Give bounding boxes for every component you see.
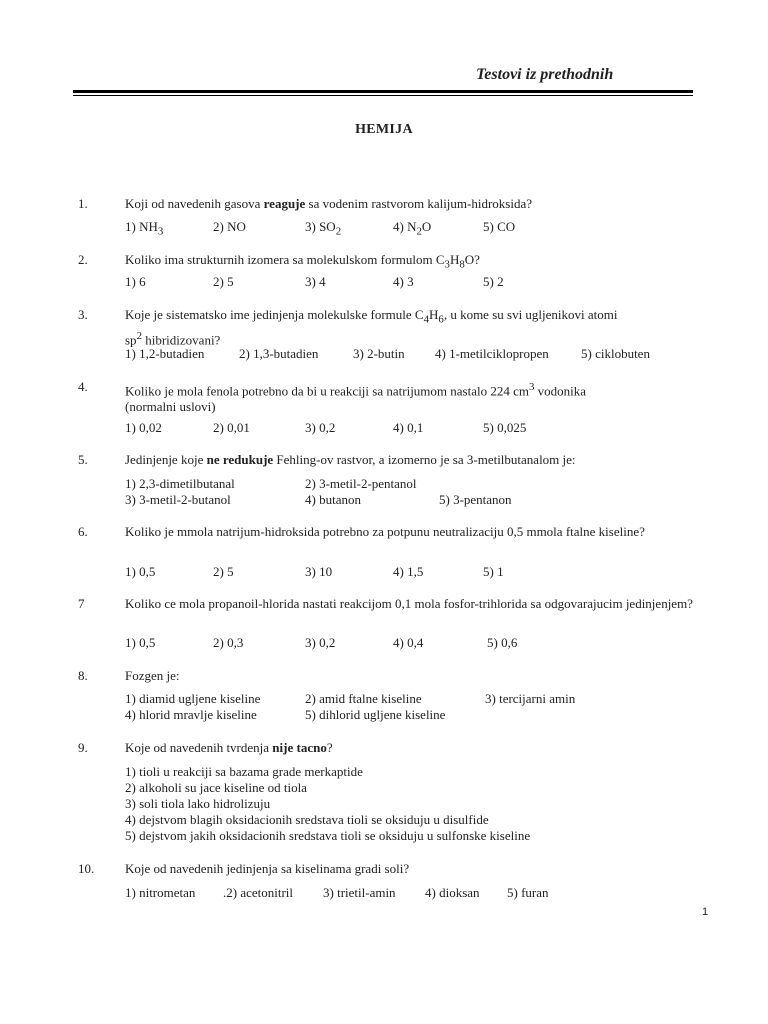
answer-option: 1) diamid ugljene kiseline [125,691,261,706]
answer-option: 4) dejstvom blagih oksidacionih sredstava tioli se oksiduju u disulfide [125,812,489,827]
question-number: 2. [78,252,88,267]
question-number: 9. [78,740,88,755]
answer-option: 3) 0,2 [305,635,336,650]
answer-option: 2) alkoholi su jace kiseline od tiola [125,780,307,795]
answer-option: 2) amid ftalne kiseline [305,691,422,706]
question-number: 7 [78,596,85,611]
answer-option: 1) 1,2-butadien [125,346,205,361]
answer-option: 1) 6 [125,274,146,289]
answer-option: 5) dihlorid ugljene kiseline [305,707,446,722]
answer-row [125,885,549,901]
answer-option: 2) 5 [213,564,234,579]
answer-row [125,476,417,492]
answer-row [125,274,504,290]
answer-option: 3) soli tiola lako hidrolizuju [125,796,271,811]
answer-option: 5) furan [507,885,549,900]
answer-option: 1) 0,5 [125,635,156,650]
answer-option: 4) 3 [393,274,414,289]
answer-row [125,492,512,508]
question-number: 5. [78,452,88,467]
answer-option: 5) 3-pentanon [439,492,512,507]
answer-option: 1) 0,02 [125,420,162,435]
question-number: 10. [78,861,95,876]
question-text: Koliko je mmola natrijum-hidroksida potrebno za potpunu neutralizaciju 0,5 mmola ftalne kiseline? [125,524,645,539]
answer-option: 1) 0,5 [125,564,156,579]
answer-option: 2) 0,3 [213,635,244,650]
page-title: HEMIJA [355,122,413,137]
question-number: 6. [78,524,88,539]
answer-row [125,707,445,723]
answer-option: 2) 3-metil-2-pentanol [305,476,417,491]
question-text: Koji od navedenih gasova reaguje sa vodenim rastvorom kalijum-hidroksida? [125,196,533,211]
answer-option: 4) 0,4 [393,635,424,650]
answer-option: 4) 0,1 [393,420,424,435]
answer-option: 4) butanon [305,492,361,507]
question-number: 3. [78,307,88,322]
answer-option: 2) 0,01 [213,420,250,435]
answer-option: 4) dioksan [425,885,480,900]
answer-option: 5) 1 [483,564,504,579]
header-rule-thin [73,95,693,96]
answer-option: 3) 2-butin [353,346,405,361]
answer-option: 4) hlorid mravlje kiseline [125,707,257,722]
answer-option: 1) $NH_3$ [125,219,164,238]
answer-row [125,691,575,707]
answer-option: 1) 2,3-dimetilbutanal [125,476,235,491]
question-text: Koliko ce mola propanoil-hlorida nastati reakcijom 0,1 mola fosfor-trihlorida sa odgovarajucim jedinjenjem? [125,596,693,611]
answer-option: 3) trietil-amin [323,885,396,900]
answer-option: 4) $N_2O$ [393,219,432,238]
answer-row [125,635,517,651]
question-text: Jedinjenje koje ne redukuje Fehling-ov rastvor, a izomerno je sa 3-metilbutanalom je: [125,452,576,467]
answer-option: 2) 5 [213,274,234,289]
question-text: Fozgen je: [125,668,180,683]
answer-option: 4) 1-metilciklopropen [435,346,549,361]
page-number: 1 [702,906,709,918]
answer-option: 3) tercijarni amin [485,691,576,706]
answer-option: 3) 10 [305,564,333,579]
answer-option: 5) 2 [483,274,504,289]
answer-option: 5) 0,6 [487,635,518,650]
answer-option: 5) ciklobuten [581,346,650,361]
answer-option: 3) 0,2 [305,420,336,435]
answer-option: 5) dejstvom jakih oksidacionih sredstava tioli se oksiduju u sulfonske kiseline [125,828,531,843]
answer-row [125,564,504,580]
question-text: Koliko je mola fenola potrebno da bi u reakciji sa natrijumom nastalo 224 $cm^3$ vodonika (normalni uslovi) [125,381,587,415]
answer-option: 3) $SO_2$ [305,219,342,238]
answer-row [125,219,515,240]
question-number: 4. [78,379,88,394]
answer-row [125,420,526,436]
answer-option: 4) 1,5 [393,564,424,579]
answer-option: 1) tioli u reakciji sa bazama grade merkaptide [125,764,363,779]
question-text: Koje od navedenih tvrdenja nije tacno? [125,740,333,755]
question-number: 8. [78,668,88,683]
answer-option: 3) 3-metil-2-butanol [125,492,231,507]
answer-option: .2) acetonitril [223,885,294,900]
running-header: Testovi iz prethodnih [476,66,614,83]
question-text: Koje je sistematsko ime jedinjenja molekulske formule $C_4H_6$, u kome su svi ugljenikovi atomi $sp^2$ hibridizovani? [125,307,618,347]
answer-option: 5) CO [483,219,516,234]
answer-option: 2) NO [213,219,246,234]
answer-row [125,346,650,362]
answer-option: 2) 1,3-butadien [239,346,319,361]
answer-option: 5) 0,025 [483,420,527,435]
answer-option: 1) nitrometan [125,885,196,900]
question-text: Koje od navedenih jedinjenja sa kiselinama gradi soli? [125,861,410,876]
question-text: Koliko ima strukturnih izomera sa molekulskom formulom $C_3H_8O$? [125,252,480,271]
answer-option: 3) 4 [305,274,326,289]
question-number: 1. [78,196,88,211]
header-rule-thick [73,90,693,93]
